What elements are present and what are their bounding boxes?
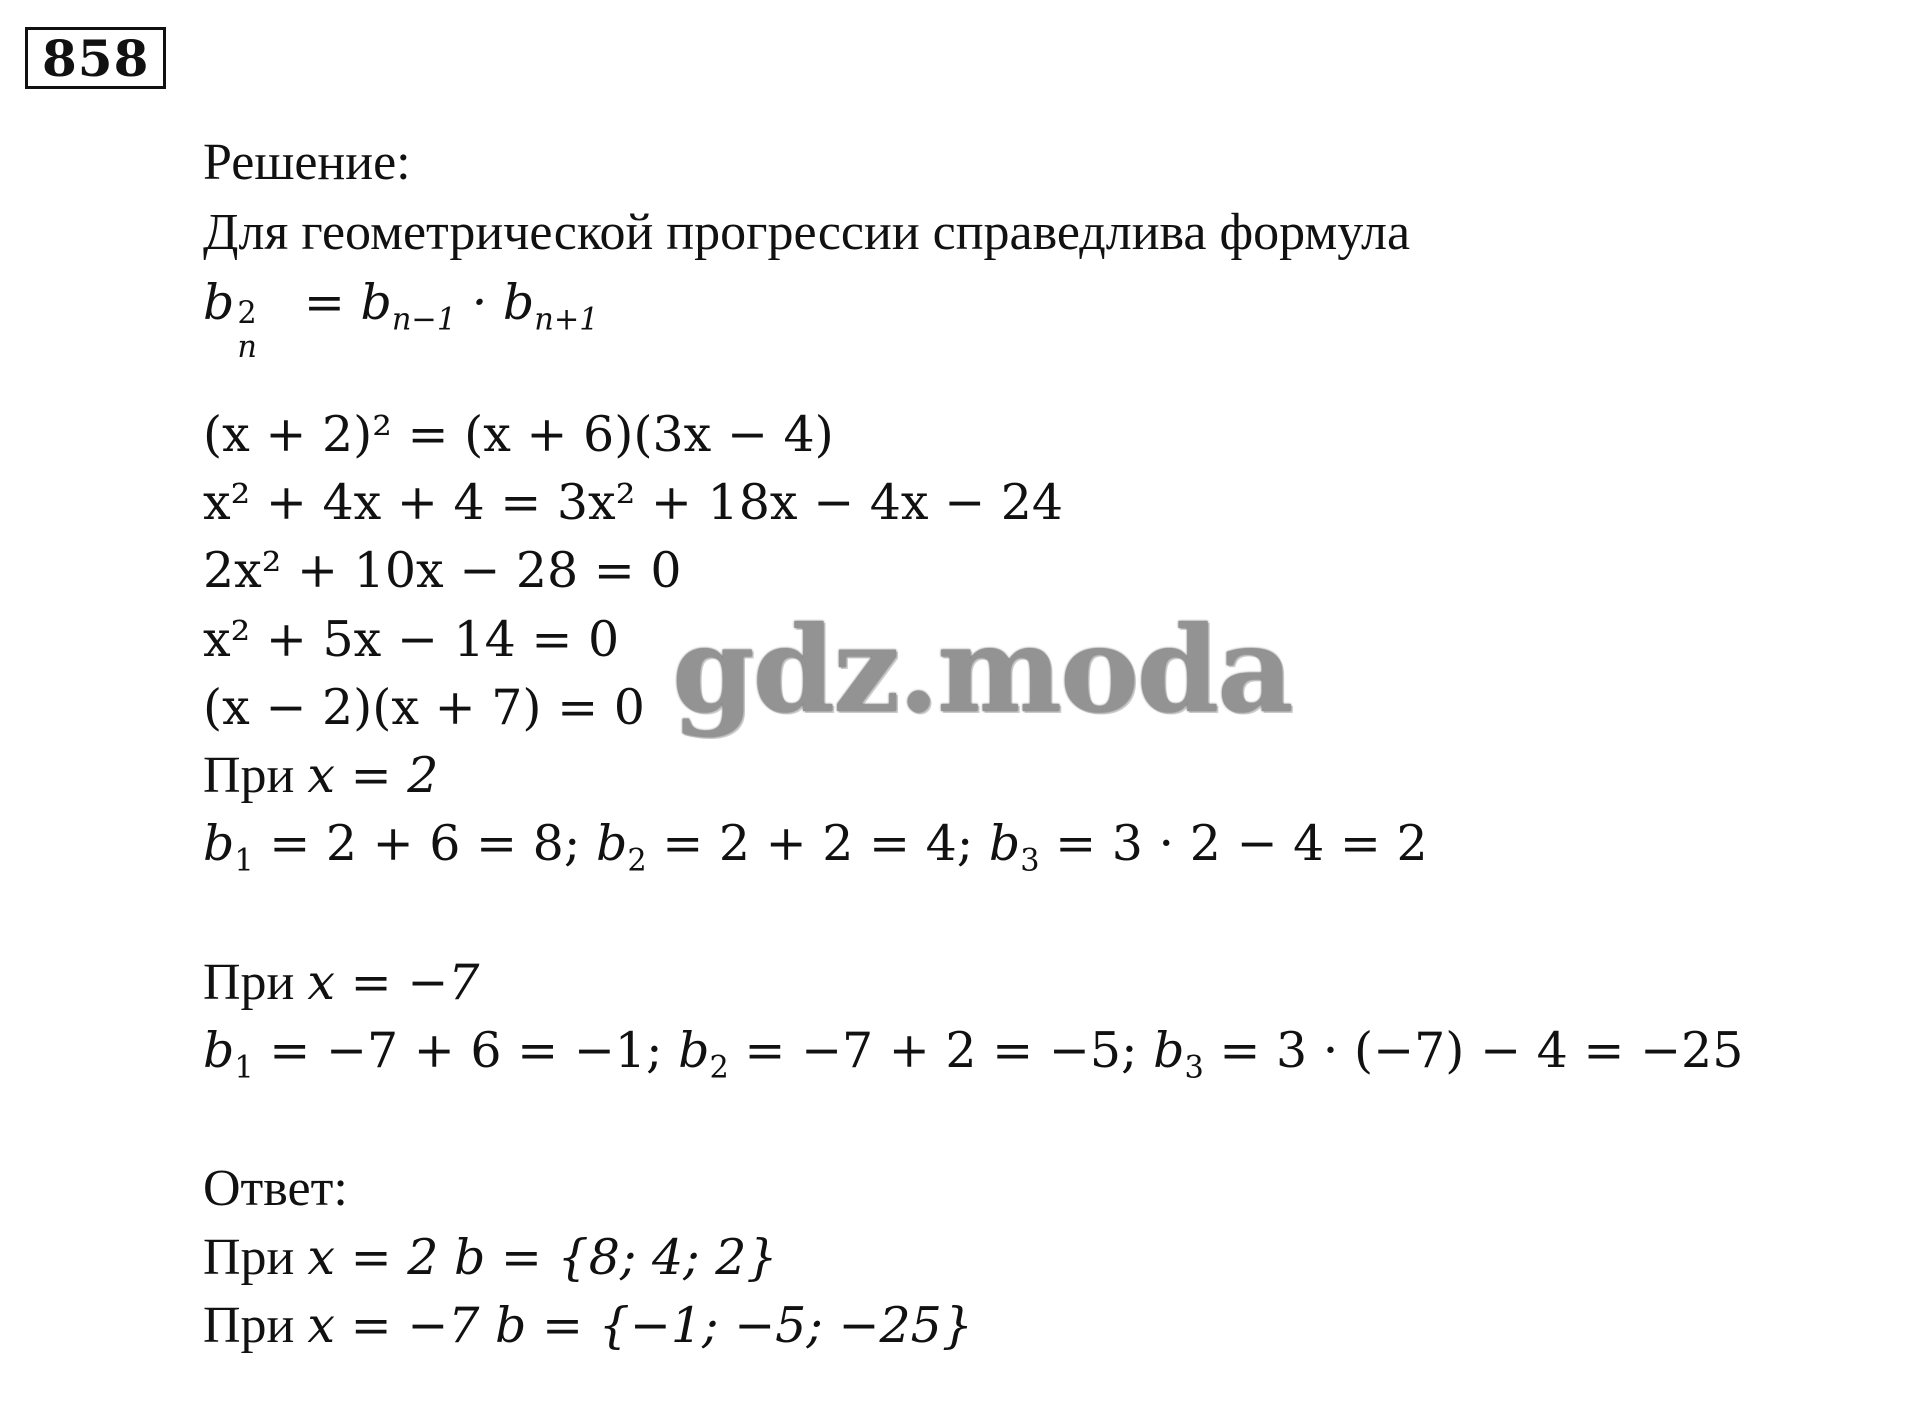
answer-heading: Ответ: xyxy=(203,1160,348,1217)
task-number: 858 xyxy=(25,27,166,89)
intro-text: Для геометрической прогрессии справедлива формула xyxy=(203,204,1411,261)
solution-heading: Решение: xyxy=(203,134,411,191)
answer-1: При x = 2 b = {8; 4; 2} xyxy=(203,1229,778,1286)
step-5: (x − 2)(x + 7) = 0 xyxy=(203,679,645,736)
case1-condition: При x = 2 xyxy=(203,747,439,804)
case2-terms: $b_1 = -7 + 6 = -1$; $b_2 = -7 + 2 = -5$; $b_3 = 3 \cdot (-7) - 4 = -25$ xyxy=(203,1022,1744,1086)
step-1: (x + 2)² = (x + 6)(3x − 4) xyxy=(203,406,834,463)
watermark: gdz.moda xyxy=(672,600,1292,739)
case2-condition: При x = −7 xyxy=(203,954,480,1011)
step-2: x² + 4x + 4 = 3x² + 18x − 4x − 24 xyxy=(203,474,1064,531)
formula: b 2 n = $b_{n-1} \cdot b_{n+1}$ xyxy=(203,274,599,365)
step-3: 2x² + 10x − 28 = 0 xyxy=(203,542,682,599)
step-4: x² + 5x − 14 = 0 xyxy=(203,611,620,668)
case1-terms: $b_1 = 2 + 6 = 8$; $b_2 = 2 + 2 = 4$; $b_3 = 3 \cdot 2 - 4 = 2$ xyxy=(203,815,1428,879)
answer-2: При x = −7 b = {−1; −5; −25} xyxy=(203,1297,974,1354)
